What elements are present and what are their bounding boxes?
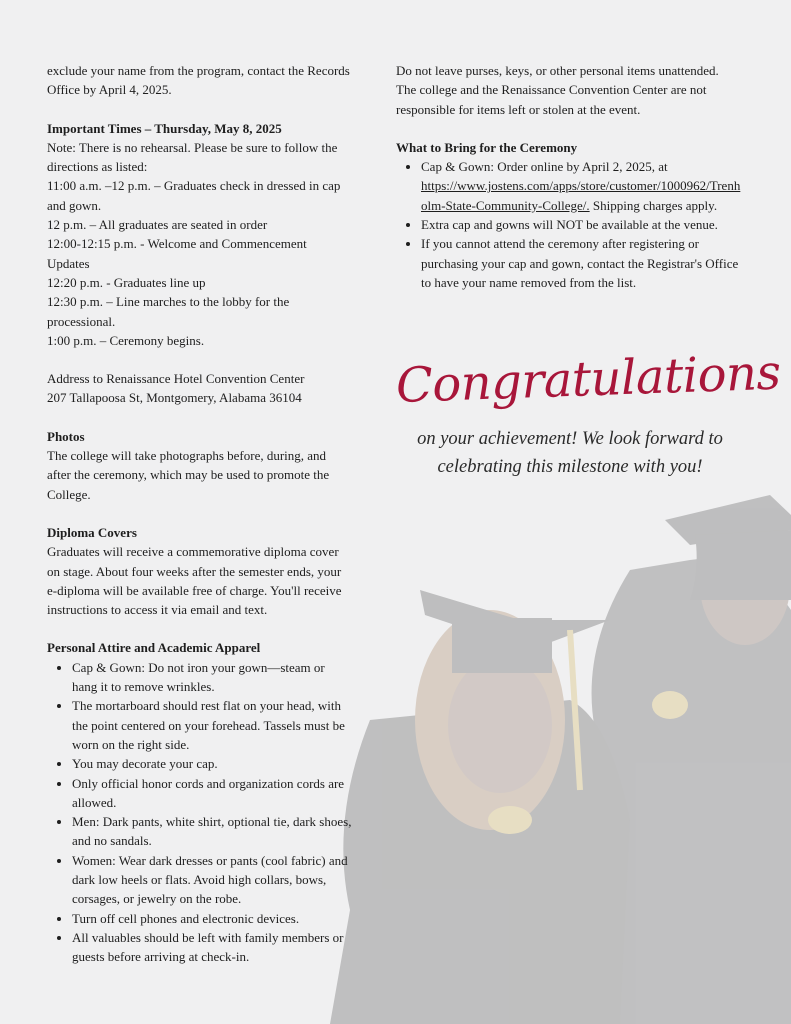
right-column xyxy=(396,61,741,292)
graduates-photo xyxy=(330,490,791,1024)
list-item: • Turn off cell phones and electronic devices. xyxy=(72,909,352,928)
what-to-bring-list xyxy=(396,157,741,292)
attire-list xyxy=(47,658,352,967)
congratulations-title: Congratulations xyxy=(395,344,782,415)
records-office-note: exclude your name from the program, contact the Records Office by April 4, 2025. xyxy=(47,63,350,98)
diploma-covers-heading: Diploma Covers xyxy=(47,524,137,540)
list-item: • Extra cap and gowns will NOT be available at the venue. xyxy=(421,215,741,234)
jostens-store-link[interactable]: https://www.jostens.com/apps/store/customer/1000962/Trenholm-State-Community-College/. xyxy=(421,178,741,213)
important-times-line: 1:00 p.m. – Ceremony begins. xyxy=(47,332,205,348)
photos-heading: Photos xyxy=(47,428,85,444)
important-times-line: 12:00-12:15 p.m. - Welcome and Commencement Updates xyxy=(47,236,307,271)
shipping-text: Shipping charges apply. xyxy=(589,197,718,213)
important-times-line: 12:20 p.m. - Graduates line up xyxy=(47,274,206,290)
important-times-line: 12:30 p.m. – Line marches to the lobby for the processional. xyxy=(47,294,290,329)
list-item xyxy=(421,157,741,215)
diploma-covers-text: Graduates will receive a commemorative diploma cover on stage. About four weeks after the semester ends, your e-diploma will be available free of charge. You'll receive instructions to access it via email and text. xyxy=(47,544,342,618)
what-to-bring-heading: What to Bring for the Ceremony xyxy=(396,139,578,155)
list-item: • All valuables should be left with family members or guests before arriving at check-in. xyxy=(72,928,352,967)
list-item: • Only official honor cords and organization cords are allowed. xyxy=(72,774,352,813)
attire-heading: Personal Attire and Academic Apparel xyxy=(47,640,261,656)
list-item: • Men: Dark pants, white shirt, optional tie, dark shoes, and no sandals. xyxy=(72,812,352,851)
photos-text: The college will take photographs before, during, and after the ceremony, which may be used to promote the College. xyxy=(47,448,330,502)
important-times-line: 11:00 a.m. –12 p.m. – Graduates check in dressed in cap and gown. xyxy=(47,178,341,213)
list-item: • If you cannot attend the ceremony after registering or purchasing your cap and gown, contact the Registrar's Office to have your name removed from the list. xyxy=(421,234,741,292)
important-times-heading: Important Times – Thursday, May 8, 2025 xyxy=(47,120,282,136)
list-item: • The mortarboard should rest flat on your head, with the point centered on your forehead. Tassels must be worn on the right side. xyxy=(72,696,352,754)
left-column xyxy=(47,61,352,966)
list-item: • You may decorate your cap. xyxy=(72,754,352,773)
list-item: • Cap & Gown: Do not iron your gown—steam or hang it to remove wrinkles. xyxy=(72,658,352,697)
important-times-line: Note: There is no rehearsal. Please be sure to follow the directions as listed: xyxy=(47,139,338,175)
list-item: • Women: Wear dark dresses or pants (cool fabric) and dark low heels or flats. Avoid high collars, bows, corsages, or jewelry on the robe. xyxy=(72,851,352,909)
cap-gown-order-text: Cap & Gown: Order online by April 2, 2025, at xyxy=(421,159,668,175)
address-line: Address to Renaissance Hotel Convention Center xyxy=(47,371,305,387)
important-times-line: 12 p.m. – All graduates are seated in order xyxy=(47,217,268,233)
congratulations-subtitle: on your achievement! We look forward to celebrating this milestone with you! xyxy=(417,429,723,477)
valuables-note: Do not leave purses, keys, or other personal items unattended. The college and the Renaissance Convention Center are not responsible for items left or stolen at the event. xyxy=(396,63,719,117)
address-line: 207 Tallapoosa St, Montgomery, Alabama 36104 xyxy=(47,390,302,406)
